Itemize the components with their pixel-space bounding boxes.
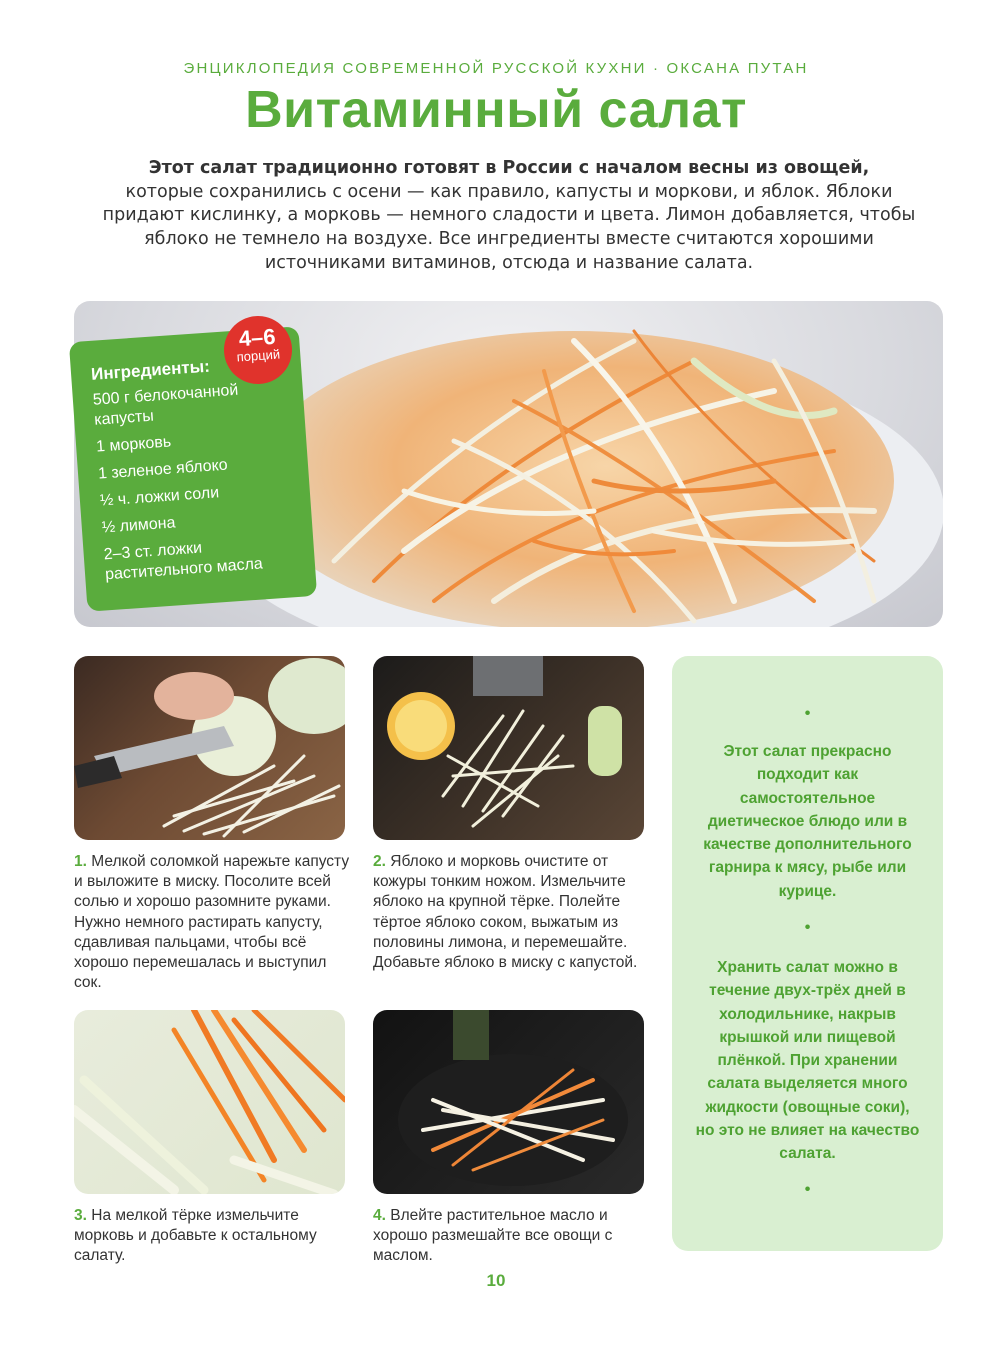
- step-4: [373, 1206, 653, 1267]
- step-number: 3.: [74, 1207, 87, 1224]
- tip-serving: Этот салат прекрасно подходит как самостоятельное диетическое блюдо или в качестве дополнительного гарнира к мясу, рыбе или курице.: [703, 743, 912, 900]
- ingredient-item: ½ лимона: [101, 514, 177, 537]
- separator-dot: •: [804, 705, 811, 722]
- ingredient-item: 2–3 ст. ложки растительного масла: [103, 539, 264, 584]
- step-2-photo: [373, 656, 644, 840]
- step-text: Яблоко и морковь очистите от кожуры тонким ножом. Измельчите яблоко на крупной тёрке. Полейте тёртое яблоко соком, выжатым из половины лимона, и перемешайте. Добавьте яблоко в миску с капустой.: [373, 853, 638, 972]
- ingredient-item: 500 г белокочанной капусты: [92, 381, 239, 429]
- recipe-title: Витаминный салат: [245, 81, 747, 139]
- ingredients-title: Ингредиенты:: [90, 356, 211, 384]
- step-1-photo: [74, 656, 345, 840]
- ingredients-list: [92, 377, 297, 585]
- step-4-photo: [373, 1010, 644, 1194]
- step-2: [373, 852, 653, 973]
- portions-label: порций: [236, 346, 281, 365]
- step-text: На мелкой тёрке измельчите морковь и добавьте к остальному салату.: [74, 1207, 317, 1265]
- page-number: 10: [486, 1271, 506, 1290]
- step-text: Влейте растительное масло и хорошо размешайте все овощи с маслом.: [373, 1207, 613, 1265]
- intro-body: которые сохранились с осени — как правило, капусты и моркови, и яблок. Яблоки придают кислинку, а морковь — немного сладости и цвета. Лимон добавляется, чтобы яблоко не темнело на воздухе. Все ингредиенты вместе считаются хорошими источниками витаминов, отсюда и название салата.: [102, 181, 916, 273]
- step-3: [74, 1206, 354, 1267]
- step-number: 1.: [74, 853, 87, 870]
- step-number: 4.: [373, 1207, 386, 1224]
- step-number: 2.: [373, 853, 386, 870]
- intro-lead: Этот салат традиционно готовят в России с началом весны из овощей,: [148, 158, 870, 178]
- tip-storage: Хранить салат можно в течение двух-трёх дней в холодильнике, накрыв крышкой или пищевой плёнкой. При хранении салата выделяется много жидкости (овощные соки), но это не влияет на качество салата.: [695, 959, 920, 1163]
- ingredient-item: 1 зеленое яблоко: [97, 456, 229, 483]
- tips-sidebar: [672, 656, 943, 1251]
- step-3-photo: [74, 1010, 345, 1194]
- ingredient-item: 1 морковь: [95, 433, 172, 456]
- ingredient-item: ½ ч. ложки соли: [99, 484, 220, 510]
- separator-dot: •: [804, 1181, 811, 1198]
- step-1: [74, 852, 354, 993]
- recipe-intro: [100, 157, 918, 276]
- separator-dot: •: [804, 919, 811, 936]
- step-text: Мелкой соломкой нарежьте капусту и выложите в миску. Посолите всей солью и хорошо разомните руками. Нужно немного растирать капусту, сдавливая пальцами, чтобы всё хорошо перемешалась и выступил сок.: [74, 853, 350, 992]
- portions-number: 4–6: [237, 323, 277, 352]
- book-series-title: ЭНЦИКЛОПЕДИЯ СОВРЕМЕННОЙ РУССКОЙ КУХНИ · ОКСАНА ПУТАН: [183, 60, 809, 77]
